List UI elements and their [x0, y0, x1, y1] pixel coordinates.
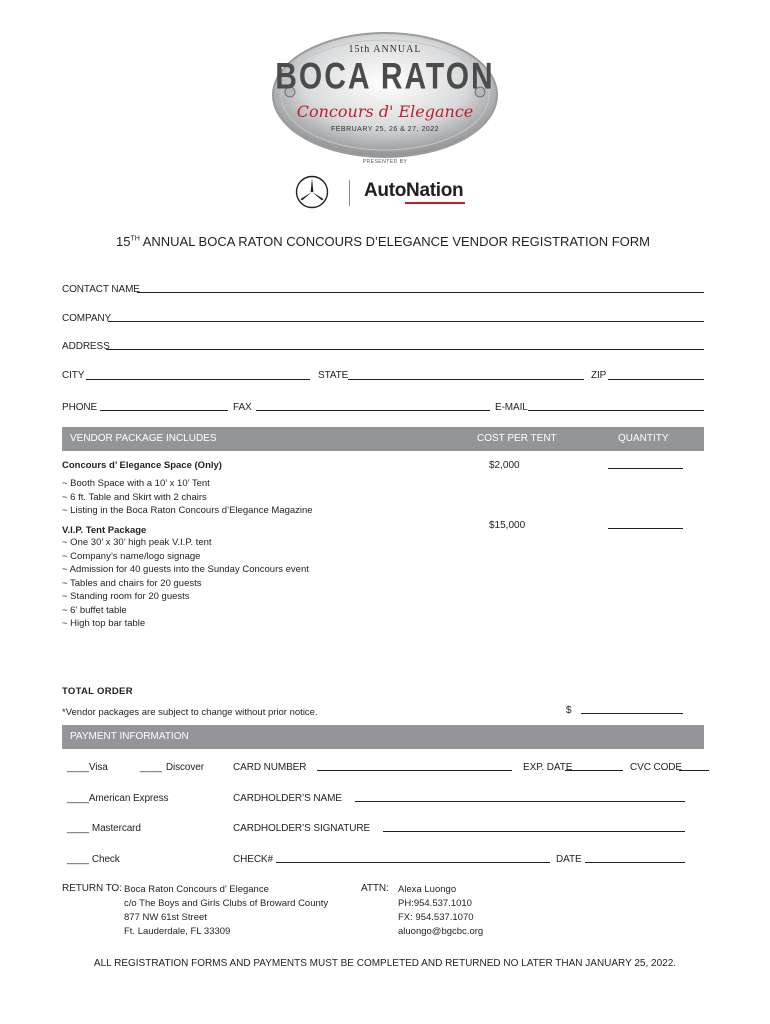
- amex-label: American Express: [88, 793, 169, 804]
- list-item: ~ High top bar table: [62, 618, 146, 629]
- discover-label: Discover: [165, 762, 204, 773]
- address-line: c/o The Boys and Girls Clubs of Broward County: [124, 898, 329, 909]
- check-checkbox[interactable]: [67, 854, 120, 865]
- address-line: Boca Raton Concours d’ Elegance: [124, 884, 269, 895]
- check-number-input[interactable]: [276, 862, 550, 863]
- payment-header-label: PAYMENT INFORMATION: [70, 731, 189, 742]
- exp-date-label: EXP. DATE: [523, 762, 573, 773]
- contact-phone: PH:954.537.1010: [398, 898, 472, 909]
- attn-contact: [398, 883, 483, 939]
- package-1-items: [62, 477, 313, 518]
- list-item: ~ One 30’ x 30’ high peak V.I.P. tent: [62, 537, 212, 548]
- zip-input[interactable]: [608, 379, 704, 380]
- header-package: VENDOR PACKAGE INCLUDES: [70, 433, 217, 444]
- date-input[interactable]: [585, 862, 685, 863]
- autonation-swoosh: [405, 202, 465, 204]
- title-prefix: 15: [115, 234, 131, 249]
- address-input[interactable]: [106, 349, 704, 350]
- list-item: ~ Tables and chairs for 20 guests: [62, 577, 202, 589]
- list-item: ~ Listing in the Boca Raton Concours d’Elegance Magazine: [62, 505, 313, 516]
- cardholder-name-label: CARDHOLDER’S NAME: [233, 793, 342, 804]
- mercedes-star-icon: [295, 175, 329, 209]
- blank: ____: [140, 762, 162, 773]
- list-item: ~ Booth Space with a 10’ x 10’ Tent: [62, 478, 210, 489]
- package-1-name: Concours d’ Elegance Space (Only): [62, 460, 222, 471]
- address-line: Ft. Lauderdale, FL 33309: [124, 926, 231, 937]
- title-rest: ANNUAL BOCA RATON CONCOURS D’ELEGANCE VENDOR REGISTRATION FORM: [139, 234, 650, 249]
- cardholder-name-input[interactable]: [355, 801, 685, 802]
- attn-label: ATTN:: [361, 883, 389, 894]
- event-logo: [270, 30, 500, 160]
- city-label: CITY: [62, 370, 85, 381]
- form-title: [62, 234, 704, 249]
- city-input[interactable]: [86, 379, 310, 380]
- cvc-input[interactable]: [679, 770, 709, 771]
- package-2-items: [62, 536, 309, 631]
- blank: ____: [67, 823, 89, 834]
- return-address: [124, 883, 328, 939]
- card-number-input[interactable]: [317, 770, 512, 771]
- vendor-table-header: [62, 427, 704, 451]
- mastercard-checkbox[interactable]: [67, 823, 141, 834]
- return-to-label: RETURN TO:: [62, 883, 122, 894]
- package-1-price: $2,000: [489, 460, 520, 471]
- payment-header: [62, 725, 704, 749]
- address-label: ADDRESS: [62, 341, 110, 352]
- cardholder-signature-label: CARDHOLDER’S SIGNATURE: [233, 823, 371, 834]
- contact-name-input[interactable]: [137, 292, 704, 293]
- visa-label: Visa: [88, 762, 108, 773]
- blank: ____: [67, 793, 89, 804]
- total-dollar-sign: $: [566, 705, 572, 716]
- package-2-quantity-input[interactable]: [608, 528, 683, 529]
- list-item: ~ 6 ft. Table and Skirt with 2 chairs: [62, 491, 207, 503]
- contact-name-label: CONTACT NAME: [62, 284, 140, 295]
- email-label: E-MAIL: [495, 402, 528, 413]
- cardholder-signature-input[interactable]: [383, 831, 685, 832]
- contact-name: Alexa Luongo: [398, 884, 457, 895]
- amex-checkbox[interactable]: [67, 793, 168, 804]
- title-superscript: TH: [130, 235, 140, 243]
- total-order-label: TOTAL ORDER: [62, 686, 133, 697]
- logo-divider: [349, 180, 350, 206]
- contact-email[interactable]: aluongo@bgcbc.org: [398, 926, 484, 937]
- discover-checkbox[interactable]: [140, 762, 204, 773]
- header-quantity: QUANTITY: [618, 433, 669, 444]
- phone-label: PHONE: [62, 402, 98, 413]
- phone-input[interactable]: [100, 410, 228, 411]
- blank: ____: [67, 762, 89, 773]
- total-order-input[interactable]: [581, 713, 683, 714]
- cvc-label: CVC CODE: [630, 762, 682, 773]
- list-item: ~ 6’ buffet table: [62, 604, 127, 616]
- package-1-quantity-input[interactable]: [608, 468, 683, 469]
- address-line: 877 NW 61st Street: [124, 912, 207, 923]
- contact-fax: FX: 954.537.1070: [398, 912, 474, 923]
- autonation-logo: AutoNation: [364, 180, 464, 201]
- state-input[interactable]: [348, 379, 584, 380]
- deadline-notice: ALL REGISTRATION FORMS AND PAYMENTS MUST BE COMPLETED AND RETURNED NO LATER THAN JANUARY 25, 2022.: [93, 958, 677, 969]
- logo-annual: 15th ANNUAL: [348, 44, 422, 55]
- card-number-label: CARD NUMBER: [233, 762, 307, 773]
- mastercard-label: Mastercard: [91, 823, 141, 834]
- logo-dates: FEBRUARY 25, 26 & 27, 2022: [330, 126, 440, 133]
- check-number-label: CHECK#: [233, 854, 273, 865]
- fax-input[interactable]: [256, 410, 490, 411]
- list-item: ~ Company’s name/logo signage: [62, 550, 201, 562]
- presented-by: PRESENTED BY: [362, 159, 408, 165]
- list-item: ~ Standing room for 20 guests: [62, 591, 190, 602]
- date-label: DATE: [556, 854, 582, 865]
- company-label: COMPANY: [62, 313, 112, 324]
- visa-checkbox[interactable]: [67, 762, 108, 773]
- fax-label: FAX: [233, 402, 252, 413]
- logo-name: BOCA RATON: [275, 55, 495, 97]
- blank: ____: [67, 854, 89, 865]
- logo-script: Concours d' Elegance: [296, 102, 474, 121]
- zip-label: ZIP: [591, 370, 607, 381]
- company-input[interactable]: [108, 321, 704, 322]
- check-label: Check: [91, 854, 120, 865]
- vendor-notice: *Vendor packages are subject to change without prior notice.: [62, 707, 318, 718]
- exp-date-input[interactable]: [565, 770, 623, 771]
- header-cost: COST PER TENT: [477, 433, 557, 444]
- list-item: ~ Admission for 40 guests into the Sunday Concours event: [62, 564, 309, 575]
- package-2-name: V.I.P. Tent Package: [62, 525, 147, 536]
- email-input[interactable]: [528, 410, 704, 411]
- state-label: STATE: [318, 370, 349, 381]
- package-2-price: $15,000: [489, 520, 526, 531]
